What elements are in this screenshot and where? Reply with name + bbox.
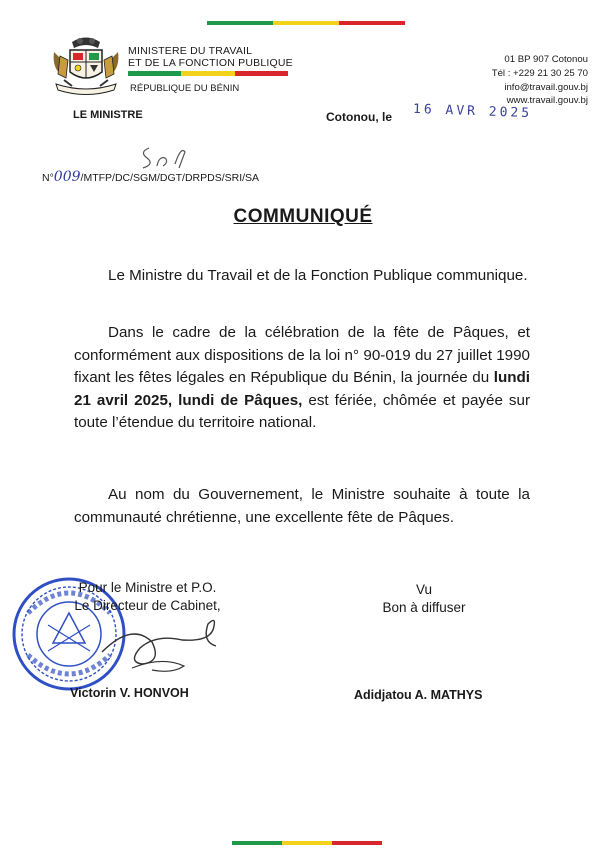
ministry-line2: ET DE LA FONCTION PUBLIQUE [128,57,293,69]
bottom-flag-bar [232,841,382,845]
handwritten-initials [135,142,195,172]
handwritten-signature [92,612,232,682]
contact-block [492,53,588,108]
republic-label: RÉPUBLIQUE DU BÉNIN [130,83,240,94]
place-label: Cotonou, le [326,110,392,124]
paragraph-intro: Le Ministre du Travail et de la Fonction Publique communique. [108,267,528,284]
ministry-name [128,45,293,69]
signatory-name-left: Victorin V. HONVOH [70,686,189,700]
paragraph-main-text1: Dans le cadre de la célébration de la fête de Pâques, et conformément aux dispositions de la loi n° 90-019 du 27 juillet 1990 fixant les fêtes légales en République du Bénin, la journée du [74,324,530,386]
signature-left-line1: Pour le Ministre et P.O. [78,580,217,595]
contact-phone: Tél : +229 21 30 25 70 [491,67,588,79]
ministry-line1: MINISTERE DU TRAVAIL [128,45,253,57]
signature-block-right [360,581,488,617]
signature-right-line1: Vu [415,582,432,597]
paragraph-main [74,322,530,435]
coat-of-arms-icon [50,34,122,100]
signatory-name-right: Adidjatou A. MATHYS [354,688,483,702]
contact-web: www.travail.gouv.bj [506,95,588,107]
reference-number: 009 [53,169,81,185]
paragraph-closing: Au nom du Gouvernement, le Ministre souhaite à toute la communauté chrétienne, une excellente fête de Pâques. [74,486,530,526]
header-flag-bar [128,71,288,76]
signatory-label: LE MINISTRE [73,109,143,121]
signature-block-left [60,579,235,615]
contact-email: info@travail.gouv.bj [504,81,588,93]
date-stamp: 16 AVR 2025 [412,101,533,122]
reference-path: /MTFP/DC/SGM/DGT/DRPDS/SRI/SA [80,172,260,184]
reference-prefix: N° [42,172,54,184]
signature-right-line2: Bon à diffuser [382,600,466,615]
holiday-date: lundi 21 avril 2025, lundi de Pâques, [74,369,530,409]
signature-left-line2: Le Directeur de Cabinet, [74,598,221,613]
contact-address: 01 BP 907 Cotonou [504,54,588,65]
document-title: COMMUNIQUÉ [233,206,373,227]
paragraph-main-text2: est fériée, chômée et payée sur toute l’étendue du territoire national. [74,391,531,431]
top-flag-bar [207,21,405,25]
